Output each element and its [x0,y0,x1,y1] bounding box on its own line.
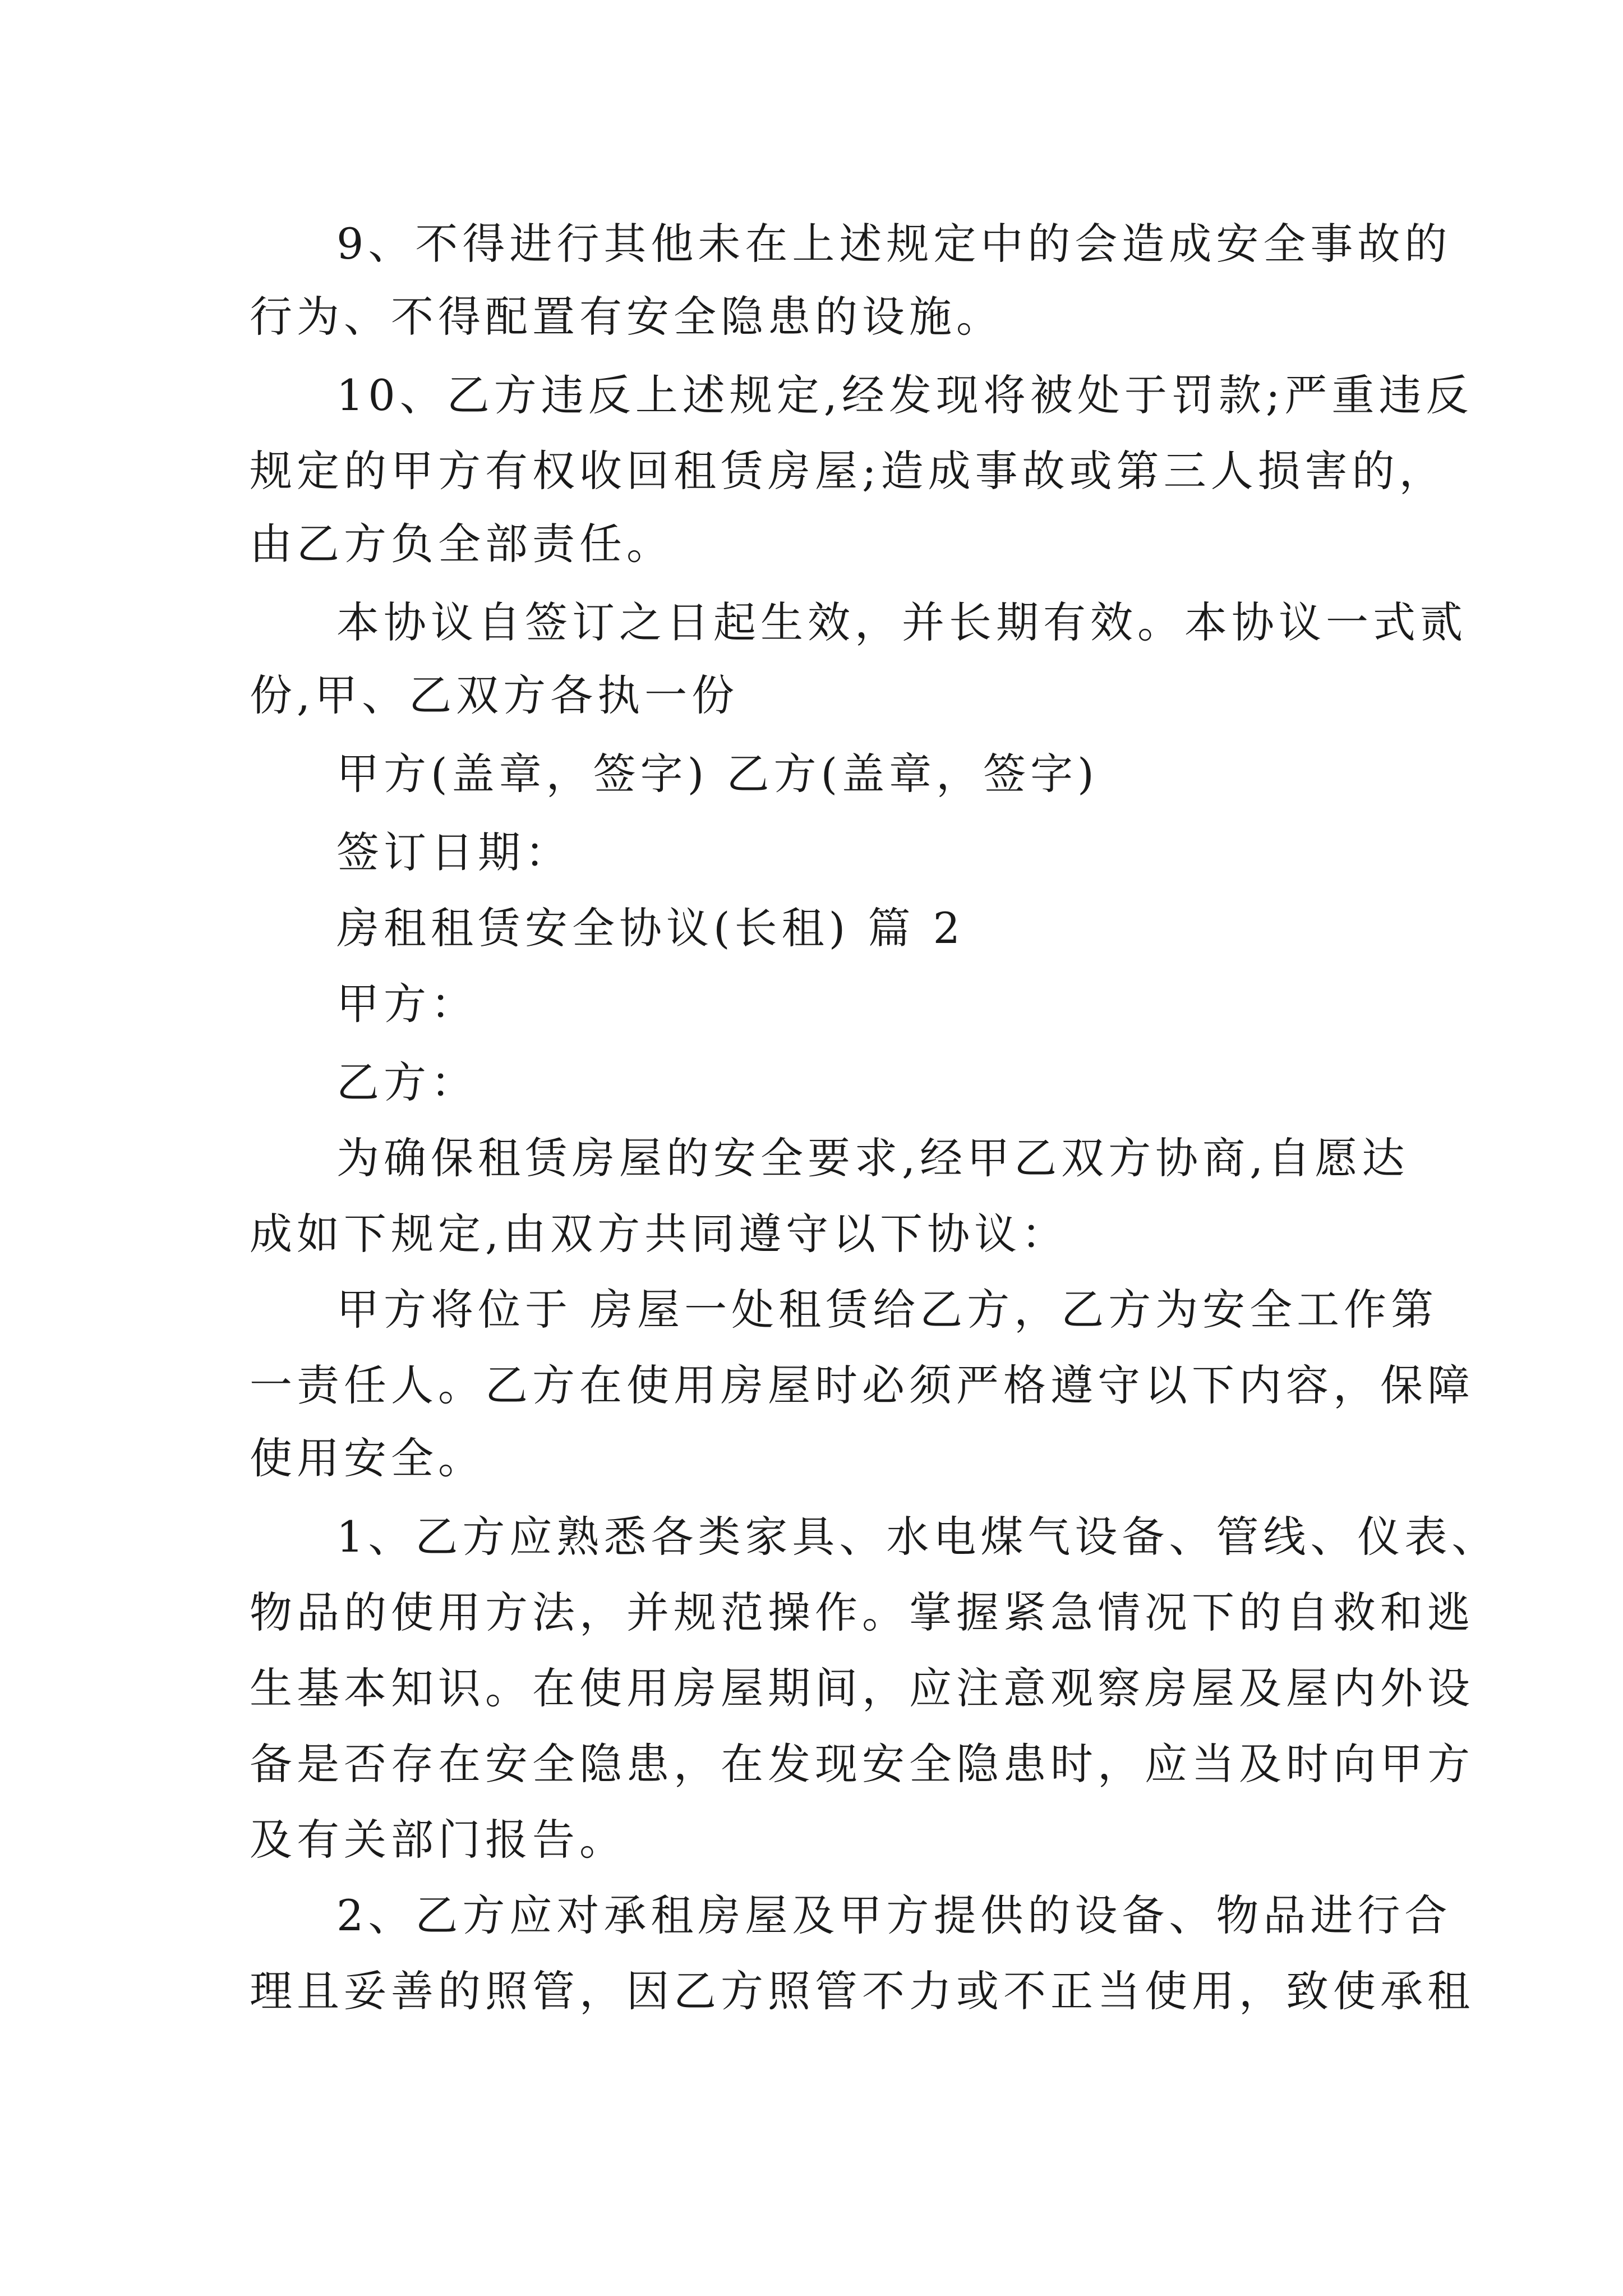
paragraph-line: 由乙方负全部责任。 [250,519,674,569]
paragraph-line-item-2: 2、乙方应对承租房屋及甲方提供的设备、物品进行合 [336,1890,1452,1940]
signing-date-label: 签订日期： [336,827,572,877]
paragraph-line: 理且妥善的照管，因乙方照管不力或不正当使用，致使承租 [250,1966,1474,2016]
party-a-label: 甲方： [336,979,478,1029]
paragraph-line: 物品的使用方法，并规范操作。掌握紧急情况下的自救和逃 [250,1588,1474,1637]
paragraph-line: 行为、不得配置有安全隐患的设施。 [250,292,1003,342]
paragraph-line-lease: 甲方将位于 房屋一处租赁给乙方，乙方为安全工作第 [336,1285,1438,1335]
paragraph-line: 规定的甲方有权收回租赁房屋;造成事故或第三人损害的， [250,446,1446,496]
paragraph-line: 份,甲、乙双方各执一份 [250,670,739,720]
signature-line: 甲方(盖章，签字) 乙方(盖章，签字) [336,749,1099,799]
paragraph-line-item-9: 9、不得进行其他未在上述规定中的会造成安全事故的 [336,219,1452,269]
party-b-label: 乙方： [336,1057,478,1107]
paragraph-line-intro: 为确保租赁房屋的安全要求,经甲乙双方协商,自愿达 [336,1133,1409,1183]
paragraph-line: 备是否存在安全隐患，在发现安全隐患时，应当及时向甲方 [250,1739,1474,1789]
paragraph-line-item-1: 1、乙方应熟悉各类家具、水电煤气设备、管线、仪表、 [336,1512,1499,1562]
paragraph-line: 一责任人。乙方在使用房屋时必须严格遵守以下内容，保障 [250,1360,1474,1410]
paragraph-line-item-10: 10、乙方违反上述规定,经发现将被处于罚款;严重违反 [336,370,1473,420]
section-heading: 房租租赁安全协议(长租) 篇 2 [336,903,965,953]
paragraph-line: 成如下规定,由双方共同遵守以下协议： [250,1209,1069,1259]
paragraph-line: 及有关部门报告。 [250,1815,626,1865]
paragraph-line: 使用安全。 [250,1433,485,1483]
paragraph-line-effective: 本协议自签订之日起生效，并长期有效。本协议一式贰 [336,597,1467,647]
paragraph-line: 生基本知识。在使用房屋期间，应注意观察房屋及屋内外设 [250,1663,1474,1713]
